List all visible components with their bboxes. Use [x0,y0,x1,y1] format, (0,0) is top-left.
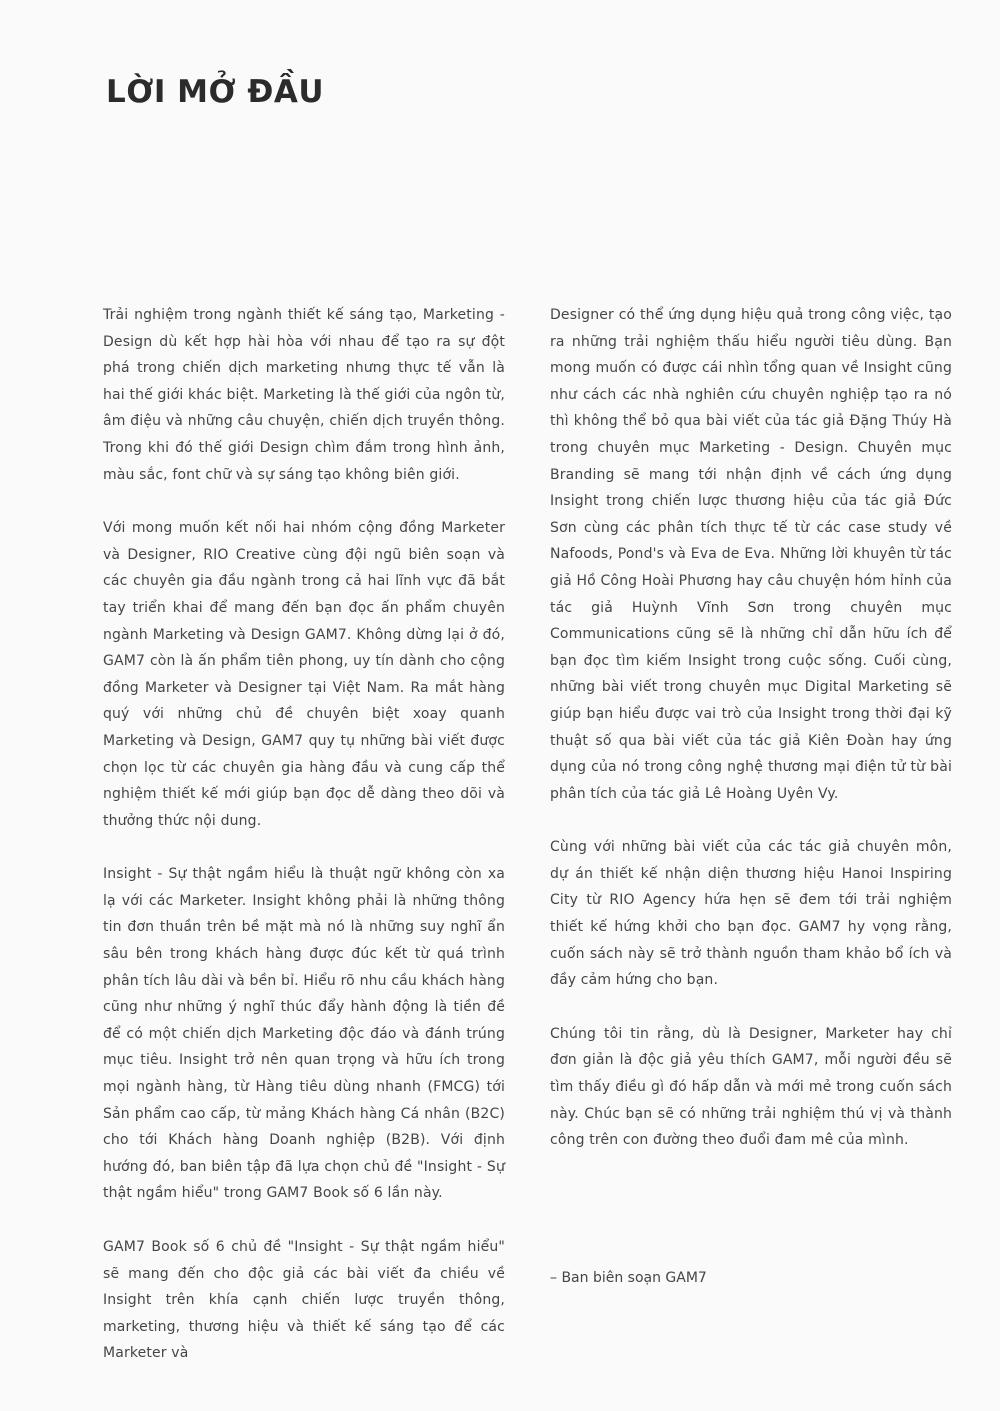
paragraph-insight-definition: Insight - Sự thật ngầm hiểu là thuật ngữ không còn xa lạ với các Marketer. Insight không phải là những thông tin đơn thuần trên bề mặt mà nó là những suy nghĩ ẩn sâu bên trong khách hàng được đúc kết từ quá trình phân tích lâu dài và bền bỉ. Hiểu rõ nhu cầu khách hàng cũng như những ý nghĩ thúc đẩy hành động là tiền đề để có một chiến dịch Marketing độc đáo và đánh trúng mục tiêu. Insight trở nên quan trọng và hữu ích trong mọi ngành hàng, từ Hàng tiêu dùng nhanh (FMCG) tới Sản phẩm cao cấp, từ mảng Khách hàng Cá nhân (B2C) cho tới Khách hàng Doanh nghiệp (B2B). Với định hướng đó, ban biên tập đã lựa chọn chủ đề "Insight - Sự thật ngầm hiểu" trong GAM7 Book số 6 lần này. [103,866,505,1202]
page-title: LỜI MỞ ĐẦU [106,74,325,110]
paragraph-hanoi-project: Cùng với những bài viết của các tác giả chuyên môn, dự án thiết kế nhận diện thương hiệu Hanoi Inspiring City từ RIO Agency hứa hẹn sẽ đem tới trải nghiệm thiết kế hứng khởi cho bạn đọc. GAM7 hy vọng rằng, cuốn sách này sẽ trở thành nguồn tham khảo bổ ích và đầy cảm hứng cho bạn. [550,839,952,989]
paragraph-closing: Chúng tôi tin rằng, dù là Designer, Marketer hay chỉ đơn giản là độc giả yêu thích GAM7, mỗi người đều sẽ tìm thấy điều gì đó hấp dẫn và mới mẻ trong cuốn sách này. Chúc bạn sẽ có những trải nghiệm thú vị và thành công trên con đường theo đuổi đam mê của mình. [550,1025,952,1149]
right-column [550,302,952,1181]
signature: – Ban biên soạn GAM7 [550,1270,707,1286]
left-column [103,302,505,1394]
paragraph-book-overview-continued: Designer có thể ứng dụng hiệu quả trong công việc, tạo ra những trải nghiệm thấu hiểu người tiêu dùng. Bạn mong muốn có được cái nhìn tổng quan về Insight cũng như cách các nhà nghiên cứu chuyên nghiệp tạo ra nó thì không thể bỏ qua bài viết của tác giả Đặng Thúy Hà trong chuyên mục Marketing - Design. Chuyên mục Branding sẽ mang tới nhận định về cách ứng dụng Insight trong chiến lược thương hiệu của tác giả Đức Sơn cùng các phân tích thực tế từ các case study về Nafoods, Pond's và Eva de Eva. Những lời khuyên từ tác giả Hồ Công Hoài Phương hay câu chuyện hóm hỉnh của tác giả Huỳnh Vĩnh Sơn trong chuyên mục Communications cũng sẽ là những chỉ dẫn hữu ích để bạn đọc tìm kiếm Insight trong cuộc sống. Cuối cùng, những bài viết trong chuyên mục Digital Marketing sẽ giúp bạn hiểu được vai trò của Insight trong thời đại kỹ thuật số qua bài viết của tác giả Kiên Đoàn hay ứng dụng của nó trong công nghệ thương mại điện tử từ bài phân tích của tác giả Lê Hoàng Uyên Vy. [550,307,952,802]
paragraph-gam7-mission: Với mong muốn kết nối hai nhóm cộng đồng Marketer và Designer, RIO Creative cùng đội ngũ biên soạn và các chuyên gia đầu ngành trong cả hai lĩnh vực đã bắt tay triển khai để mang đến bạn đọc ấn phẩm chuyên ngành Marketing và Design GAM7. Không dừng lại ở đó, GAM7 còn là ấn phẩm tiên phong, uy tín dành cho cộng đồng Marketer và Designer tại Việt Nam. Ra mắt hàng quý với những chủ đề chuyên biệt xoay quanh Marketing và Design, GAM7 quy tụ những bài viết được chọn lọc từ các chuyên gia hàng đầu và cung cấp thể nghiệm thiết kế mới giúp bạn đọc dễ dàng theo dõi và thưởng thức nội dung. [103,520,505,829]
paragraph-intro: Trải nghiệm trong ngành thiết kế sáng tạo, Marketing - Design dù kết hợp hài hòa với nhau để tạo ra sự đột phá trong chiến dịch marketing nhưng thực tế vẫn là hai thế giới khác biệt. Marketing là thế giới của ngôn từ, âm điệu và những câu chuyện, chiến dịch truyền thông. Trong khi đó thế giới Design chìm đắm trong hình ảnh, màu sắc, font chữ và sự sáng tạo không biên giới. [103,307,505,483]
paragraph-book-overview: GAM7 Book số 6 chủ đề "Insight - Sự thật ngầm hiểu" sẽ mang đến cho độc giả các bài viết đa chiều về Insight trên khía cạnh chiến lược truyền thông, marketing, thương hiệu và thiết kế sáng tạo để các Marketer và [103,1239,505,1362]
